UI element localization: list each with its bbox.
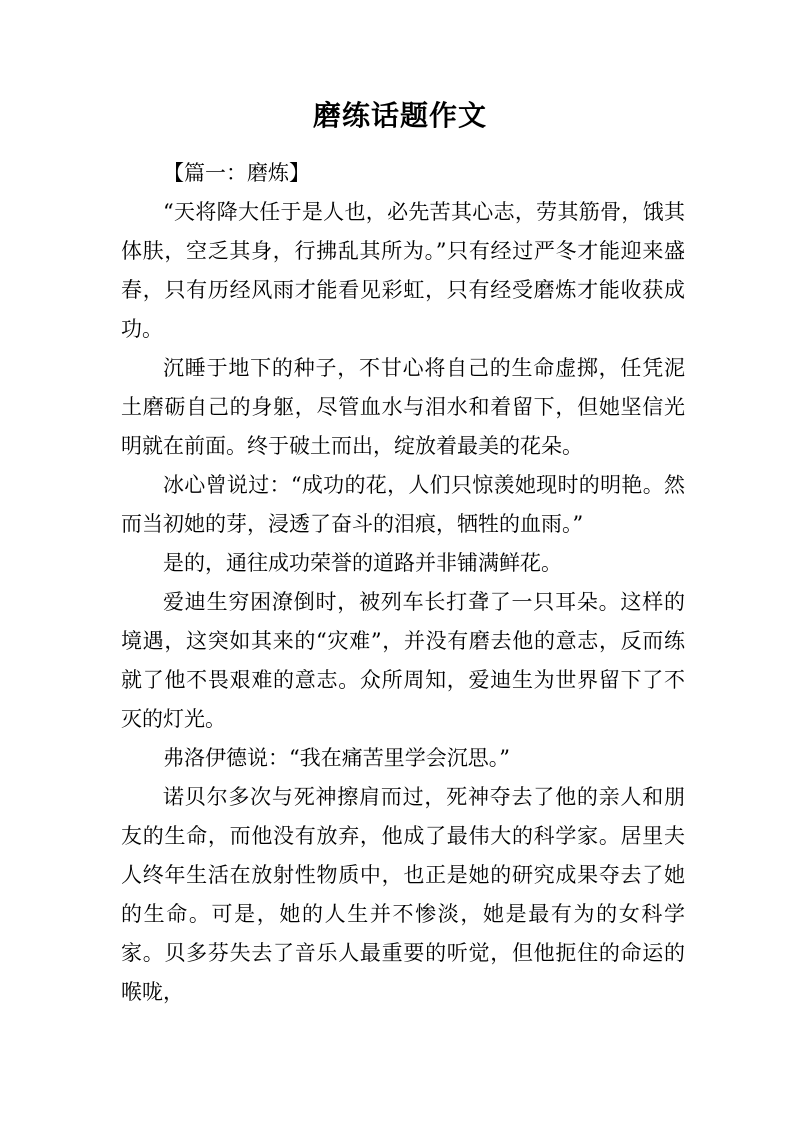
paragraph: 诺贝尔多次与死神擦肩而过，死神夺去了他的亲人和朋友的生命，而他没有放弃，他成了最伟大的科学家。居里夫人终年生活在放射性物质中，也正是她的研究成果夺去了她的生命。可是，她的人生并不惨淡，她是最有为的女科学家。贝多芬失去了音乐人最重要的听觉，但他扼住的命运的喉咙， bbox=[121, 785, 685, 1004]
paragraph: 是的，通往成功荣誉的道路并非铺满鲜花。 bbox=[163, 551, 562, 575]
paragraph: “天将降大任于是人也，必先苦其心志，劳其筋骨，饿其体肤，空乏其身，行拂乱其所为。”只有经过严冬才能迎来盛春，只有历经风雨才能看见彩虹，只有经受磨炼才能收获成功。 bbox=[121, 200, 685, 341]
document-title: 磨练话题作文 bbox=[312, 99, 487, 132]
document-body bbox=[121, 154, 685, 1012]
paragraph: 爱迪生穷困潦倒时，被列车长打聋了一只耳朵。这样的境遇，这突如其来的“灾难”，并没有磨去他的意志，反而练就了他不畏艰难的意志。众所周知，爱迪生为世界留下了不灭的灯光。 bbox=[121, 590, 685, 731]
paragraph: 沉睡于地下的种子，不甘心将自己的生命虚掷，任凭泥土磨砺自己的身躯，尽管血水与泪水和着留下，但她坚信光明就在前面。终于破土而出，绽放着最美的花朵。 bbox=[121, 356, 685, 458]
section-heading: 【篇一：磨炼】 bbox=[163, 161, 310, 185]
paragraph: 冰心曾说过：“成功的花，人们只惊羡她现时的明艳。然而当初她的芽，浸透了奋斗的泪痕，牺牲的血雨。” bbox=[121, 473, 685, 536]
paragraph: 弗洛伊德说：“我在痛苦里学会沉思。” bbox=[163, 746, 510, 770]
